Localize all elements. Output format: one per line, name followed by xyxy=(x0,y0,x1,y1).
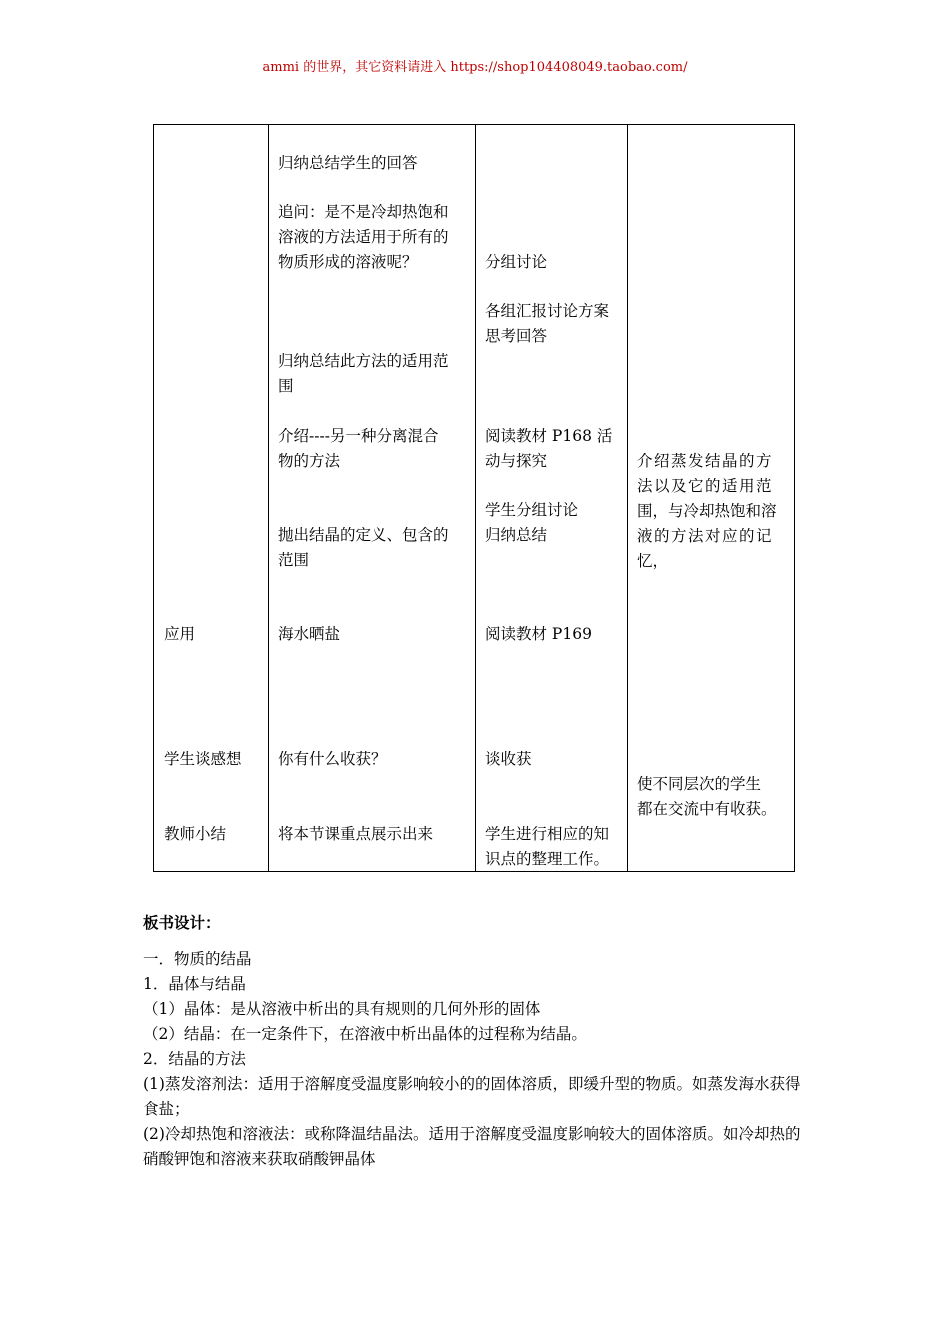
student-activity: 分组讨论 xyxy=(485,253,548,271)
teacher-activity: 海水晒盐 xyxy=(278,625,341,643)
teacher-activity: 介绍----另一种分离混合 xyxy=(278,427,439,445)
teacher-activity: 归纳总结学生的回答 xyxy=(278,154,418,172)
lesson-table xyxy=(153,124,795,872)
stage-teacher-summary: 教师小结 xyxy=(164,825,227,843)
student-activity: 动与探究 xyxy=(485,452,548,470)
board-paragraph: (1)蒸发溶剂法：适用于溶解度受温度影响较小的的固体溶质，即缓升型的物质。如蒸发海水获得食盐； xyxy=(143,1075,801,1118)
student-activity: 思考回答 xyxy=(485,327,548,345)
teacher-activity: 围 xyxy=(278,377,294,395)
design-intent: 都在交流中有收获。 xyxy=(637,800,777,818)
column-divider xyxy=(268,125,269,871)
board-line: 1．晶体与结晶 xyxy=(143,975,246,993)
design-intent: 使不同层次的学生 xyxy=(637,775,762,793)
stage-application: 应用 xyxy=(164,625,196,643)
board-paragraph: (2)冷却热饱和溶液法：或称降温结晶法。适用于溶解度受温度影响较大的固体溶质。如冷却热的硝酸钾饱和溶液来获取硝酸钾晶体 xyxy=(143,1125,801,1168)
stage-student-reflection: 学生谈感想 xyxy=(164,750,242,768)
design-intent: 围，与冷却热饱和溶 xyxy=(637,502,777,520)
student-activity: 谈收获 xyxy=(485,750,532,768)
design-intent: 忆， xyxy=(637,552,669,570)
board-line: 2．结晶的方法 xyxy=(143,1050,246,1068)
teacher-activity: 追问：是不是冷却热饱和 xyxy=(278,203,449,221)
board-line: （1）晶体：是从溶液中析出的具有规则的几何外形的固体 xyxy=(143,1000,541,1018)
teacher-activity: 物质形成的溶液呢？ xyxy=(278,253,418,271)
student-activity: 阅读教材 P168 活 xyxy=(485,427,613,445)
teacher-activity: 范围 xyxy=(278,551,310,569)
student-activity: 各组汇报讨论方案 xyxy=(485,302,610,320)
student-activity: 归纳总结 xyxy=(485,526,548,544)
teacher-activity: 你有什么收获？ xyxy=(278,750,387,768)
board-line: 一．物质的结晶 xyxy=(143,950,252,968)
column-divider xyxy=(627,125,628,871)
page-header-link[interactable]: ammi 的世界，其它资料请进入 https://shop104408049.taobao.com/ xyxy=(262,60,688,75)
board-design-title: 板书设计： xyxy=(143,913,221,932)
column-divider xyxy=(475,125,476,871)
student-activity: 识点的整理工作。 xyxy=(485,850,610,868)
design-intent: 液的方法对应的记 xyxy=(637,527,774,545)
design-intent: 介绍蒸发结晶的方 xyxy=(637,452,774,470)
teacher-activity: 物的方法 xyxy=(278,452,341,470)
student-activity: 学生分组讨论 xyxy=(485,501,579,519)
teacher-activity: 将本节课重点展示出来 xyxy=(278,825,434,843)
teacher-activity: 溶液的方法适用于所有的 xyxy=(278,228,449,246)
student-activity: 学生进行相应的知 xyxy=(485,825,610,843)
student-activity: 阅读教材 P169 xyxy=(485,625,592,643)
design-intent: 法以及它的适用范 xyxy=(637,477,774,495)
teacher-activity: 归纳总结此方法的适用范 xyxy=(278,352,449,370)
teacher-activity: 抛出结晶的定义、包含的 xyxy=(278,526,449,544)
board-line: （2）结晶：在一定条件下，在溶液中析出晶体的过程称为结晶。 xyxy=(143,1025,587,1043)
